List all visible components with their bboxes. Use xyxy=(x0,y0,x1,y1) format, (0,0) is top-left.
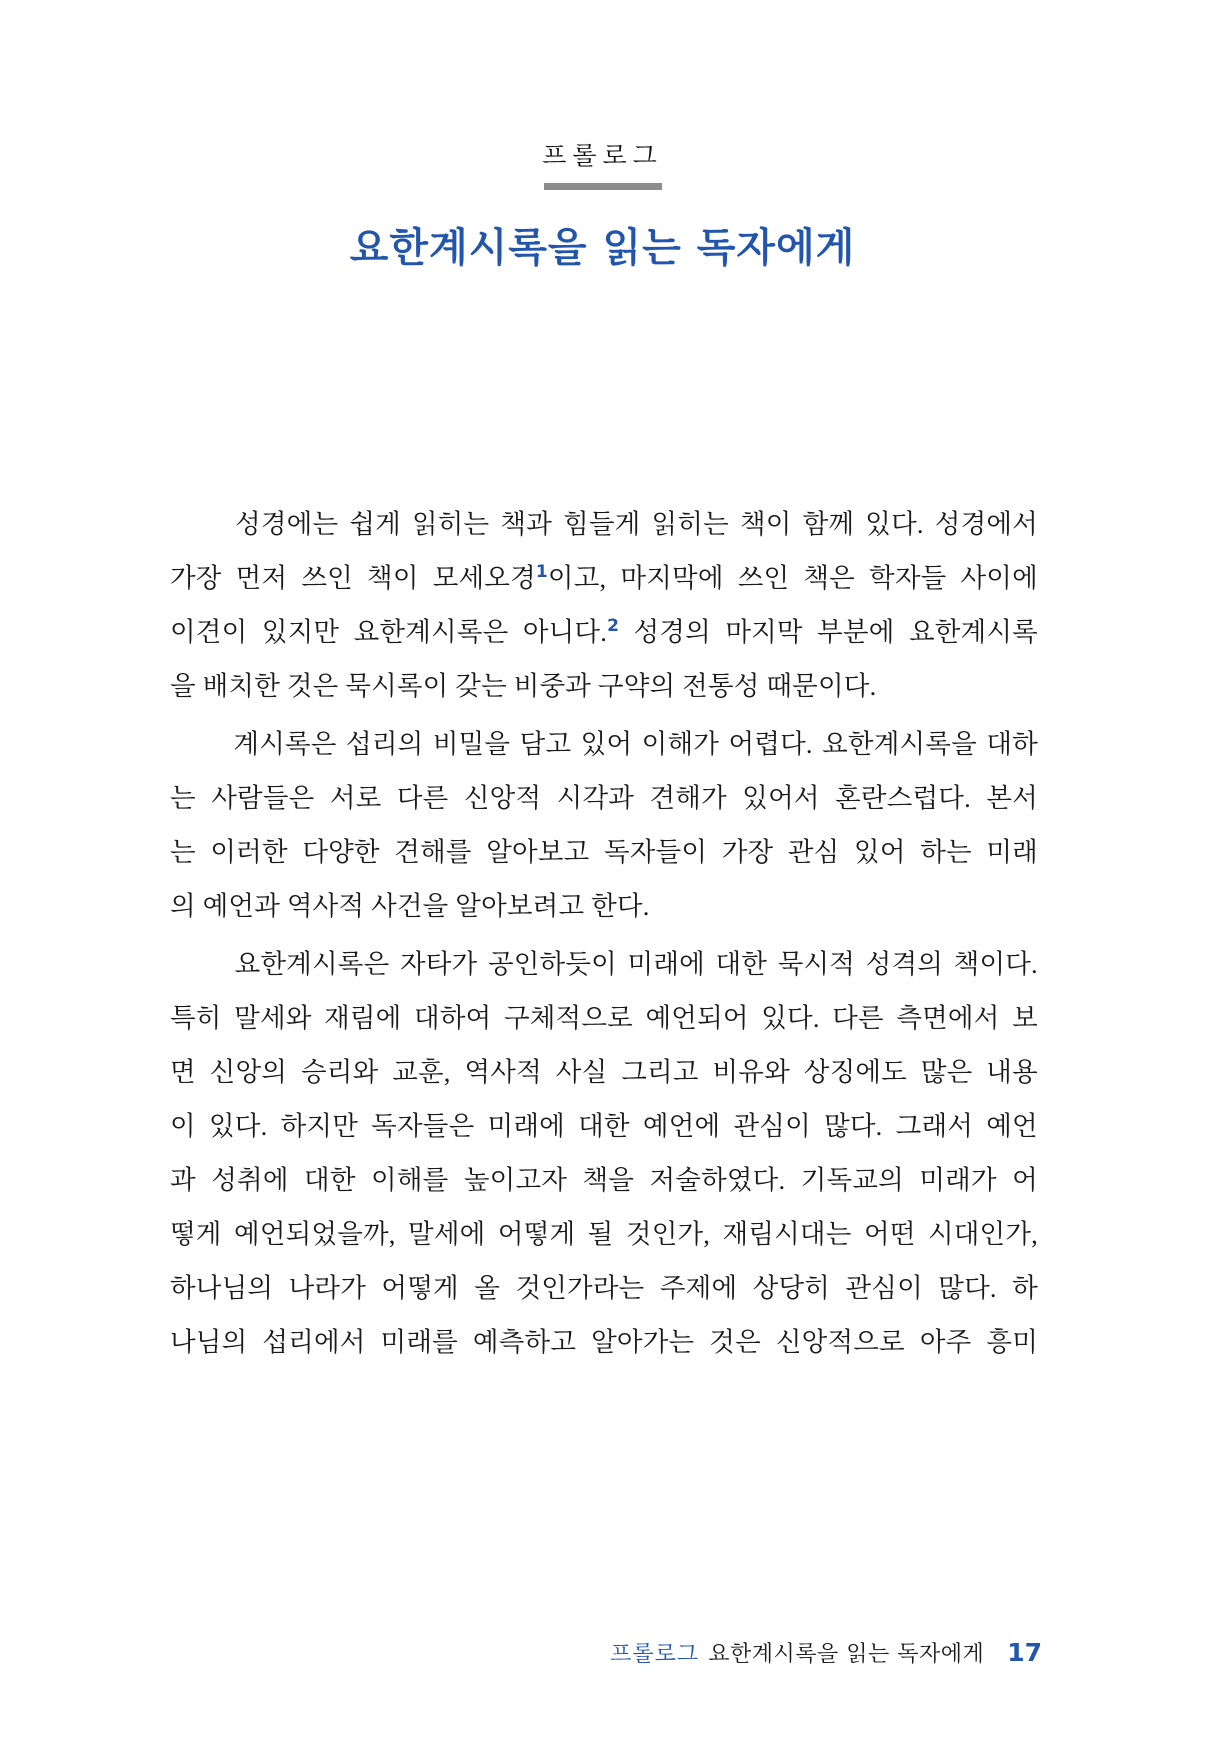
text-chunk: 있어서 xyxy=(742,783,820,813)
text-line xyxy=(170,1261,1038,1315)
text-chunk: 있다. xyxy=(761,1003,820,1033)
text-chunk: 대한 xyxy=(304,1165,356,1195)
text-chunk: 관심이 xyxy=(845,1273,923,1303)
indent-spacer xyxy=(170,937,224,991)
text-chunk: 알아보고 xyxy=(486,837,590,867)
text-chunk: 어떻게 xyxy=(381,1273,459,1303)
text-chunk: 예언되어 xyxy=(645,1003,749,1033)
text-chunk: 어 xyxy=(1012,1165,1038,1195)
text-chunk: 요한계시록은 xyxy=(234,949,390,979)
text-line xyxy=(170,937,1038,991)
text-chunk: 비밀을 xyxy=(432,729,511,759)
paragraph xyxy=(170,497,1038,713)
text-chunk: 책이 xyxy=(739,509,792,539)
text-chunk: 측면에서 xyxy=(896,1003,1000,1033)
text-line xyxy=(170,825,1038,879)
text-chunk: 서로 xyxy=(329,783,382,813)
text-chunk: 독자들이 xyxy=(603,837,708,867)
text-line xyxy=(170,1099,1038,1153)
text-chunk: 나라가 xyxy=(288,1273,367,1303)
text-chunk: 어떤 xyxy=(863,1219,916,1249)
text-chunk: 있지만 xyxy=(261,617,340,647)
text-chunk: 사이에 xyxy=(960,563,1038,593)
text-chunk: 신앙의 xyxy=(209,1057,288,1087)
footnote-marker[interactable]: 1 xyxy=(535,562,548,583)
text-chunk: 는 xyxy=(170,783,196,813)
text-chunk: 것인가, xyxy=(625,1219,711,1249)
text-chunk: 구체적으로 xyxy=(503,1003,633,1033)
text-chunk: 묵시적 xyxy=(777,949,856,979)
text-chunk: 예언에 xyxy=(642,1111,721,1141)
text-chunk: 그래서 xyxy=(895,1111,974,1141)
text-chunk: 대한 xyxy=(715,949,768,979)
text-chunk: 자타가 xyxy=(399,949,478,979)
text-chunk: 는 xyxy=(170,837,196,867)
text-chunk: 요한계시록을 xyxy=(822,729,977,759)
text-chunk: 읽히는 xyxy=(411,509,490,539)
text-chunk: 성경에는 xyxy=(235,509,339,539)
text-chunk: 쓰인 xyxy=(301,563,353,593)
text-chunk: 공인하듯이 xyxy=(487,949,617,979)
text-chunk: 있어 xyxy=(580,729,633,759)
text-chunk: 다른 xyxy=(832,1003,884,1033)
text-chunk: 책을 xyxy=(582,1165,635,1195)
paragraph xyxy=(170,717,1038,933)
text-chunk: 아주 xyxy=(919,1327,972,1357)
text-chunk: 그리고 xyxy=(621,1057,699,1087)
text-chunk: 보 xyxy=(1012,1003,1038,1033)
text-chunk: 올 xyxy=(474,1273,501,1303)
page-title: 요한계시록을 읽는 독자에게 xyxy=(349,225,856,271)
text-chunk: 흥미 xyxy=(986,1327,1038,1357)
text-chunk: 요한계시록 xyxy=(908,617,1038,647)
text-chunk: 학자들 xyxy=(869,563,947,593)
text-chunk: 상징에도 xyxy=(803,1057,907,1087)
text-chunk: 사람들은 xyxy=(211,783,315,813)
text-chunk: 있다. xyxy=(865,509,924,539)
text-chunk: 미래 xyxy=(986,837,1038,867)
footer-kicker: 프롤로그 xyxy=(610,1642,700,1667)
text-chunk: 신앙적으로 xyxy=(775,1327,905,1357)
text-chunk: 다른 xyxy=(396,783,449,813)
text-chunk: 상당히 xyxy=(752,1273,831,1303)
text-chunk: 다양한 xyxy=(302,837,380,867)
section-kicker: 프롤로그 xyxy=(542,141,663,170)
text-line xyxy=(170,991,1038,1045)
text-chunk: 성경의 xyxy=(633,617,711,647)
text-chunk: 견해를 xyxy=(394,837,472,867)
text-chunk: 관심이 xyxy=(733,1111,811,1141)
text-chunk: 높이고자 xyxy=(463,1165,568,1195)
text-chunk: 역사적 xyxy=(464,1057,542,1087)
indent-spacer xyxy=(170,717,224,771)
text-chunk: 재림시대는 xyxy=(722,1219,852,1249)
text-chunk: 섭리의 xyxy=(346,729,424,759)
text-chunk: 많은 xyxy=(920,1057,973,1087)
text-chunk: 모세오경$^1$이고, xyxy=(432,562,607,593)
page-footer xyxy=(610,1637,1042,1668)
indent-spacer xyxy=(170,497,224,551)
text-line xyxy=(170,497,1038,551)
text-chunk: 하나님의 xyxy=(170,1273,274,1303)
footer-title: 요한계시록을 읽는 독자에게 xyxy=(708,1642,985,1667)
text-chunk: 주제에 xyxy=(659,1273,738,1303)
text-chunk: 말세와 xyxy=(234,1003,312,1033)
text-chunk: 성격의 xyxy=(865,949,944,979)
text-chunk: 있다. xyxy=(208,1111,268,1141)
text-chunk: 책이 xyxy=(367,563,419,593)
text-chunk: 어떻게 xyxy=(497,1219,576,1249)
text-chunk: 하 xyxy=(1012,1273,1038,1303)
text-line xyxy=(170,1045,1038,1099)
footnote-marker[interactable]: 2 xyxy=(607,616,620,637)
text-chunk: 함께 xyxy=(802,509,855,539)
text-chunk: 예측하고 xyxy=(472,1327,577,1357)
text-line xyxy=(170,717,1038,771)
text-chunk: 나님의 xyxy=(170,1327,248,1357)
text-chunk: 마지막에 xyxy=(620,563,724,593)
text-line: 의 예언과 역사적 사건을 알아보려고 한다. xyxy=(170,891,650,921)
text-chunk: 승리와 xyxy=(300,1057,379,1087)
text-chunk: 시대인가, xyxy=(927,1219,1038,1249)
text-chunk: 이해를 xyxy=(371,1165,449,1195)
text-chunk: 이견이 xyxy=(170,617,248,647)
text-chunk: 대한 xyxy=(578,1111,630,1141)
text-chunk: 예언 xyxy=(986,1111,1038,1141)
text-chunk: 것인가라는 xyxy=(515,1273,645,1303)
body-text xyxy=(170,497,1038,1373)
text-chunk: 담고 xyxy=(519,729,572,759)
text-chunk: 있어 xyxy=(854,837,906,867)
text-chunk: 마지막 xyxy=(725,617,803,647)
text-line xyxy=(170,1153,1038,1207)
text-chunk: 본서 xyxy=(986,783,1038,813)
text-chunk: 이러한 xyxy=(210,837,288,867)
page-number: 17 xyxy=(1007,1638,1042,1667)
text-chunk: 교훈, xyxy=(392,1057,451,1087)
kicker-underline-rule xyxy=(544,183,662,190)
page-header xyxy=(0,140,1205,190)
text-chunk: 비유와 xyxy=(712,1057,790,1087)
text-chunk: 읽히는 xyxy=(651,509,729,539)
text-chunk: 미래에 xyxy=(627,949,705,979)
text-chunk: 하지만 xyxy=(280,1111,358,1141)
text-chunk: 많다. xyxy=(824,1111,883,1141)
text-chunk: 미래를 xyxy=(380,1327,458,1357)
text-chunk: 이 xyxy=(170,1111,196,1141)
text-chunk: 예언되었을까, xyxy=(234,1219,396,1249)
text-chunk: 계시록은 xyxy=(233,729,337,759)
text-chunk: 기독교의 xyxy=(800,1165,904,1195)
text-chunk: 부분에 xyxy=(817,617,895,647)
text-chunk: 미래에 xyxy=(487,1111,565,1141)
text-chunk: 특히 xyxy=(170,1003,222,1033)
text-chunk: 책은 xyxy=(803,563,855,593)
text-chunk: 혼란스럽다. xyxy=(835,783,971,813)
text-chunk: 어렵다. xyxy=(728,729,813,759)
text-chunk: 말세에 xyxy=(408,1219,486,1249)
text-chunk: 많다. xyxy=(938,1273,997,1303)
text-chunk: 독자들은 xyxy=(371,1111,475,1141)
text-chunk: 사실 xyxy=(555,1057,608,1087)
text-chunk: 성취에 xyxy=(211,1165,289,1195)
text-chunk: 성경에서 xyxy=(934,509,1038,539)
text-chunk: 하는 xyxy=(920,837,972,867)
text-line xyxy=(170,1207,1038,1261)
text-chunk: 과 xyxy=(170,1165,196,1195)
text-chunk: 미래가 xyxy=(919,1165,997,1195)
text-chunk: 먼저 xyxy=(235,563,288,593)
text-chunk: 견해가 xyxy=(649,783,727,813)
text-chunk: 쉽게 xyxy=(349,509,401,539)
text-line xyxy=(170,605,1038,659)
text-chunk: 섭리에서 xyxy=(262,1327,366,1357)
text-chunk: 면 xyxy=(170,1057,196,1087)
text-chunk: 쓰인 xyxy=(737,563,790,593)
text-chunk: 신앙적 xyxy=(463,783,542,813)
text-chunk: 떻게 xyxy=(170,1219,222,1249)
text-chunk: 내용 xyxy=(986,1057,1038,1087)
text-chunk: 힘들게 xyxy=(563,509,641,539)
text-chunk: 재림에 xyxy=(324,1003,402,1033)
text-line xyxy=(170,1315,1038,1369)
text-chunk: 시각과 xyxy=(556,783,635,813)
text-chunk: 요한계시록은 xyxy=(353,617,509,647)
text-chunk: 저술하였다. xyxy=(649,1165,786,1195)
text-chunk: 가장 xyxy=(721,837,774,867)
text-chunk: 아니다.$^2$ xyxy=(522,616,620,647)
text-chunk: 책과 xyxy=(500,509,553,539)
text-chunk: 대하여 xyxy=(414,1003,492,1033)
text-chunk: 관심 xyxy=(787,837,840,867)
text-chunk: 알아가는 xyxy=(591,1327,695,1357)
text-chunk: 될 xyxy=(587,1219,614,1249)
text-chunk: 것은 xyxy=(709,1327,761,1357)
text-chunk: 대하 xyxy=(986,729,1038,759)
text-chunk: 이해가 xyxy=(641,729,720,759)
text-line xyxy=(170,771,1038,825)
text-chunk: 책이다. xyxy=(953,949,1038,979)
text-line xyxy=(170,551,1038,605)
paragraph xyxy=(170,937,1038,1369)
text-chunk: 가장 xyxy=(170,563,222,593)
text-line: 을 배치한 것은 묵시록이 갖는 비중과 구약의 전통성 때문이다. xyxy=(170,671,877,701)
